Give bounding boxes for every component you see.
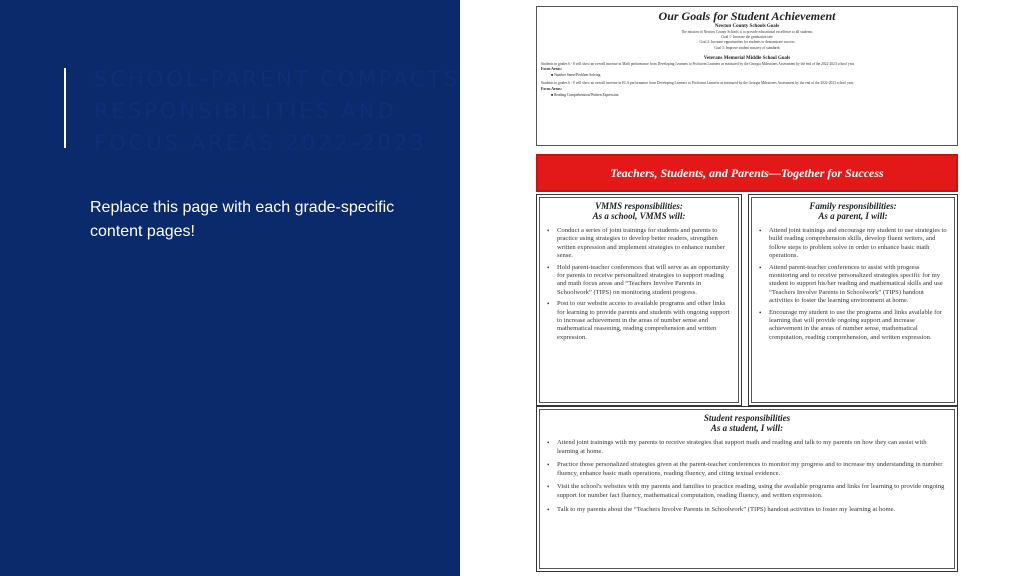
school-responsibilities-box bbox=[536, 194, 742, 406]
school-goal-math: Students in grades 6 - 8 will show an overall increase in Math performance from Developing Learners to Proficient Learners as measured by the Georgia Milestones Assessment by the end of the 2022-2023 school year. bbox=[541, 61, 855, 66]
district-mission: The mission of Newton County Schools is to provide educational excellence to all students. bbox=[681, 30, 813, 34]
slide-title bbox=[94, 63, 460, 159]
list-item: • Post to our website access to available programs and other links for learning to provide parents and students with ongoing support to increase achievement in the areas of number sense and mathematical reasoning, reading comprehension and written expression. bbox=[545, 300, 733, 342]
district-goal-2: Goal 2: Increase opportunities for students to demonstrate success bbox=[699, 40, 795, 45]
list-item: • Conduct a series of joint trainings for students and parents to practice using strategies to develop better readers, strengthen written expression and implement strategies to enhance number sense. bbox=[545, 227, 733, 261]
district-goal-1: Goal 1: Increase the graduation rate bbox=[721, 35, 773, 40]
focus-area-ela-text: Reading Comprehension/Written Expression bbox=[554, 93, 619, 98]
student-responsibility-list bbox=[545, 439, 949, 514]
list-item: • Attend parent-teacher conferences to assist with progress monitoring and to receive personalized strategies specific for my student to support his/her reading and mathematical skills and use “Teachers Involve Parents in Schoolwork” (TIPS) handout activities to foster the learning environment at home. bbox=[757, 264, 949, 306]
list-item: • Encourage my student to use the programs and links available for learning that will provide ongoing support and increase achievement in the areas of number sense, mathematical computation, reading comprehension, and written expression. bbox=[757, 309, 949, 343]
compact-document-image bbox=[536, 6, 958, 572]
title-accent-bar bbox=[64, 68, 66, 148]
list-item: • Attend joint trainings and encourage my student to use strategies to build reading comprehension skills, develop fluent writers, and follow steps to problem solve in order to enhance basic math operations. bbox=[757, 227, 949, 261]
district-goals-heading: Newton County Schools Goals bbox=[714, 24, 780, 29]
list-item: • Hold parent-teacher conferences that will serve as an opportunity for parents to receive personalized strategies to support reading and math focus areas and “Teachers Involve Parents in Schoolwork” (TIPS) on monitoring student progress. bbox=[545, 264, 733, 298]
slide-title-line-2: RESPONSIBILITIES AND bbox=[94, 99, 397, 123]
school-responsibility-list bbox=[545, 227, 733, 342]
school-goal-ela: Students in grades 6 - 8 will show an overall increase in ELA performance from Developing Learners to Proficient Learners as measured by the Georgia Milestones Assessment by the end of the 2022-2023 school year. bbox=[541, 81, 855, 86]
family-heading-2: As a parent, I will: bbox=[818, 211, 888, 221]
family-responsibility-list bbox=[757, 227, 949, 342]
student-responsibilities-box bbox=[536, 406, 958, 572]
student-heading-1: Student responsibilities bbox=[703, 413, 791, 423]
list-item: • Practice those personalized strategies given at the parent-teacher conferences to monitor my progress and to increase my understanding in number fluency, enhance basic math operations, reading fluency, and citing textual evidence. bbox=[545, 461, 949, 478]
slide-title-line-3: FOCUS AREAS 2022-2023 bbox=[94, 131, 427, 155]
family-responsibilities-box bbox=[748, 194, 958, 406]
slide-title-line-1: SCHOOL-PARENT COMPACTS bbox=[94, 67, 460, 91]
goals-section bbox=[536, 6, 958, 146]
school-heading-1: VMMS responsibilities: bbox=[595, 201, 683, 211]
focus-area-math: ■ Number Sense/Problem Solving bbox=[551, 73, 601, 78]
family-heading-1: Family responsibilities: bbox=[809, 201, 897, 211]
school-heading-2: As a school, VMMS will: bbox=[592, 211, 686, 221]
focus-area-ela: ■ Reading Comprehension/Written Expression bbox=[551, 93, 619, 98]
district-goal-3: Goal 3: Improve student mastery of standards bbox=[714, 45, 780, 50]
focus-areas-label-1: Focus Areas: bbox=[541, 67, 562, 72]
school-goals-heading: Veterans Memorial Middle School Goals bbox=[703, 55, 791, 61]
list-item: • Talk to my parents about the “Teachers Involve Parents in Schoolwork” (TIPS) handout activities to foster my learning at home. bbox=[545, 506, 949, 515]
left-panel bbox=[0, 0, 460, 576]
focus-area-math-text: Number Sense/Problem Solving bbox=[554, 73, 601, 78]
goals-title: Our Goals for Student Achievement bbox=[658, 9, 836, 23]
focus-areas-label-2: Focus Areas: bbox=[541, 86, 562, 91]
together-banner: Teachers, Students, and Parents—Together for Success bbox=[536, 154, 958, 192]
list-item: • Attend joint trainings with my parents to receive strategies that support math and reading and talk to my parents on how they can assist with learning at home. bbox=[545, 439, 949, 456]
slide-body-text: Replace this page with each grade-specific content pages! bbox=[90, 199, 395, 240]
list-item: • Visit the school's websites with my parents and families to practice reading, using the available programs and links for learning to provide ongoing support for number fact fluency, mathematical computation, reading fluency, and written expression. bbox=[545, 483, 949, 500]
student-heading-2: As a student, I will: bbox=[710, 423, 784, 433]
